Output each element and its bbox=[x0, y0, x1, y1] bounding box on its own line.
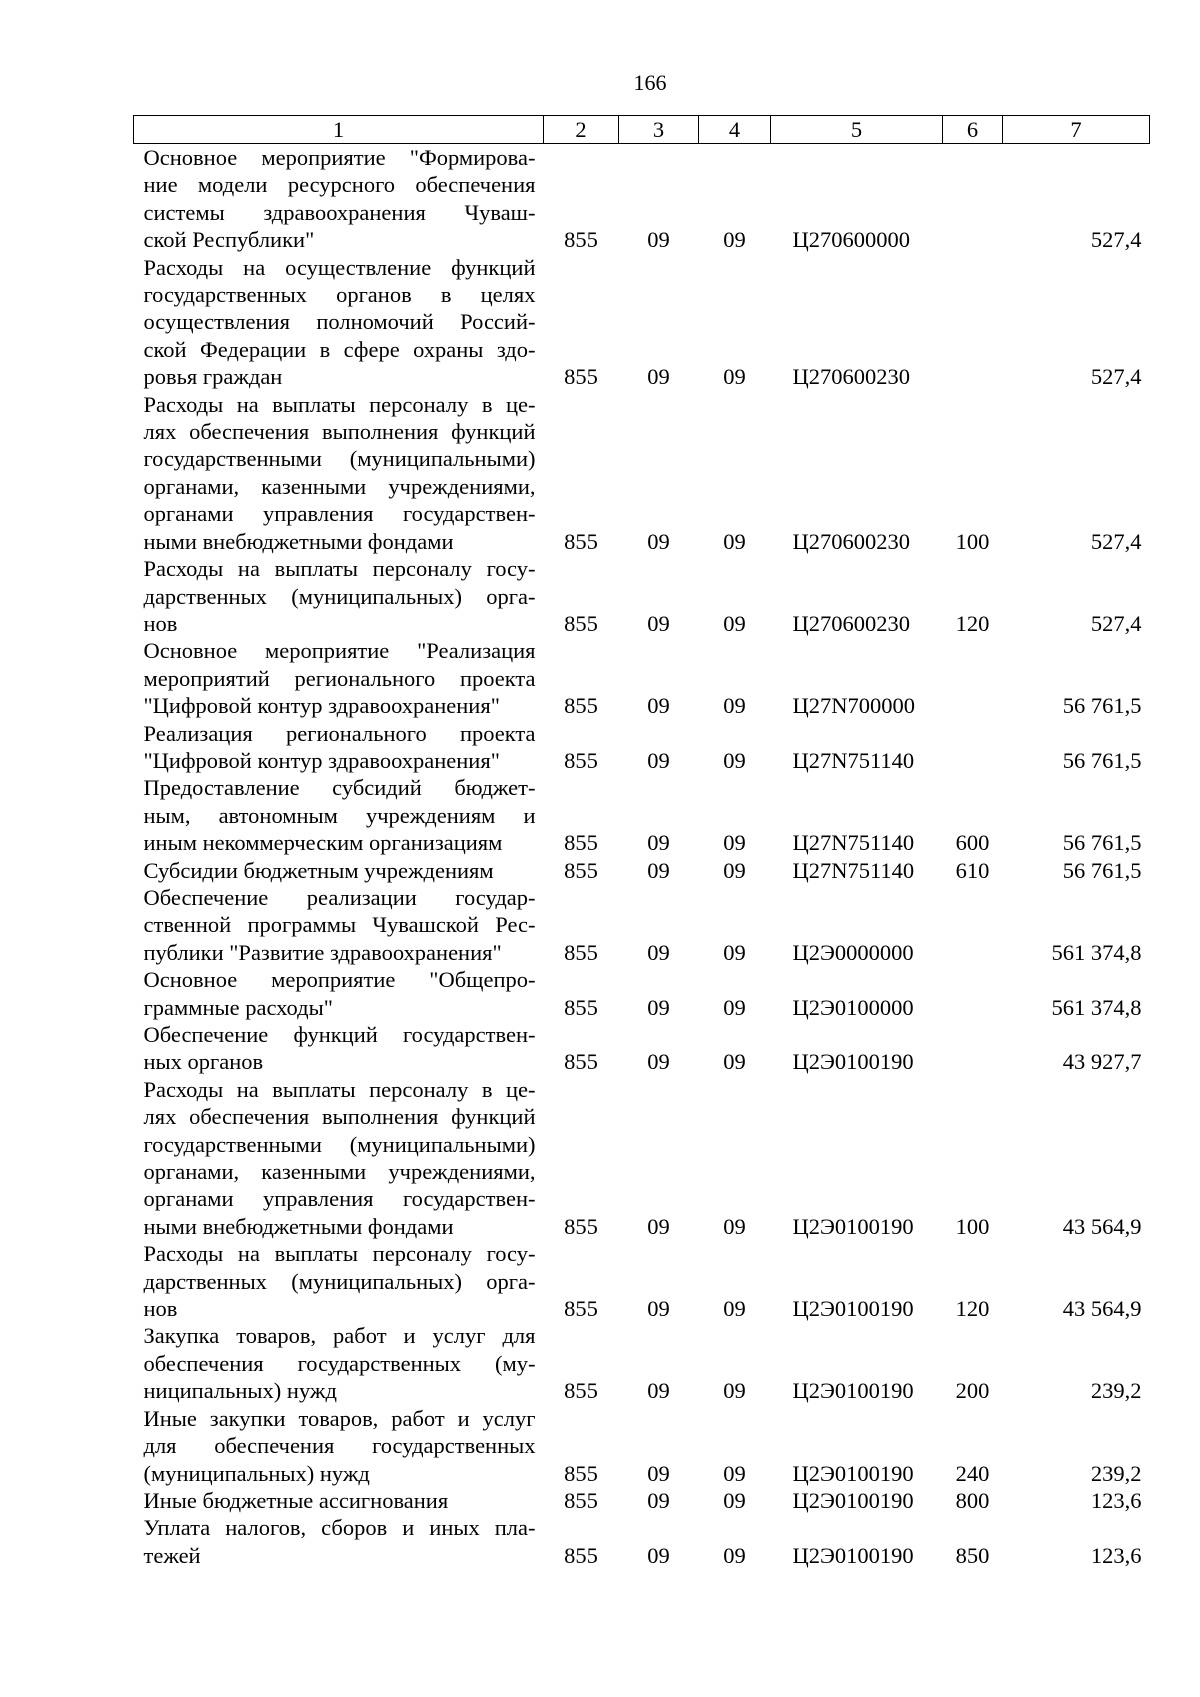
cell-ved: 855 bbox=[564, 1213, 598, 1239]
header-cell-6: 6 bbox=[943, 116, 1003, 144]
table-row bbox=[134, 1514, 1150, 1569]
cell-name-line: Обеспечение реализации государ- bbox=[143, 884, 536, 910]
cell-target-article: Ц270600230 bbox=[792, 610, 910, 636]
cell-amount: 527,4 bbox=[1090, 364, 1142, 390]
cell-target-article: Ц27N751140 bbox=[792, 857, 915, 883]
table-row bbox=[134, 966, 1150, 1021]
cell-name bbox=[134, 391, 544, 555]
cell-name-line: (муниципальных) нужд bbox=[143, 1460, 370, 1486]
cell-ved: 855 bbox=[564, 528, 598, 554]
cell-amount: 239,2 bbox=[1090, 1460, 1142, 1486]
cell-name bbox=[134, 144, 544, 254]
cell-subsection: 09 bbox=[723, 830, 746, 856]
cell-target-article: Ц2Э0100190 bbox=[792, 1487, 914, 1513]
cell-name bbox=[134, 254, 544, 391]
header-cell-7: 7 bbox=[1003, 116, 1150, 144]
table-row bbox=[134, 774, 1150, 856]
cell-name-line: Расходы на осуществление функций bbox=[143, 254, 536, 280]
cell-amount: 56 761,5 bbox=[1062, 693, 1142, 719]
cell-amount: 43 564,9 bbox=[1062, 1213, 1142, 1239]
cell-section: 09 bbox=[647, 1487, 670, 1513]
table-row bbox=[134, 884, 1150, 966]
header-cell-5: 5 bbox=[771, 116, 943, 144]
cell-name-line: органами, казенными учреждениями, bbox=[143, 473, 536, 499]
cell-name bbox=[134, 1322, 544, 1404]
cell-name-line: "Цифровой контур здравоохранения" bbox=[143, 747, 500, 773]
cell-section: 09 bbox=[647, 994, 670, 1020]
cell-name-line: мероприятий регионального проекта bbox=[143, 665, 536, 691]
cell-name-line: Обеспечение функций государствен- bbox=[143, 1022, 536, 1047]
cell-section: 09 bbox=[647, 1460, 670, 1486]
cell-ved: 855 bbox=[564, 1296, 598, 1322]
cell-name-line: иным некоммерческим организациям bbox=[143, 830, 503, 856]
cell-target-article: Ц2Э0100190 bbox=[792, 1378, 914, 1404]
cell-subsection: 09 bbox=[723, 227, 746, 253]
cell-name-line: Расходы на выплаты персоналу госу- bbox=[143, 556, 536, 582]
cell-subsection: 09 bbox=[723, 1049, 746, 1075]
cell-amount: 527,4 bbox=[1090, 610, 1142, 636]
cell-name-line: Расходы на выплаты персоналу в це- bbox=[143, 391, 536, 417]
cell-ved: 855 bbox=[564, 1049, 598, 1075]
cell-name-line: Субсидии бюджетным учреждениям bbox=[143, 857, 494, 883]
cell-name-line: ской Федерации в сфере охраны здо- bbox=[143, 336, 536, 362]
cell-name-line: Основное мероприятие "Формирова- bbox=[143, 145, 536, 170]
cell-expense-type bbox=[943, 254, 1003, 391]
page-number: 166 bbox=[633, 70, 667, 95]
cell-amount: 43 564,9 bbox=[1062, 1296, 1142, 1322]
cell-expense-type: 120 bbox=[955, 1296, 990, 1322]
cell-ved: 855 bbox=[564, 1460, 598, 1486]
cell-name bbox=[134, 637, 544, 719]
cell-name-line: органами управления государствен- bbox=[143, 501, 536, 527]
header-cell-4: 4 bbox=[699, 116, 771, 144]
cell-target-article: Ц27N751140 bbox=[792, 747, 915, 773]
cell-target-article: Ц270600230 bbox=[792, 364, 910, 390]
cell-subsection: 09 bbox=[723, 693, 746, 719]
cell-name-line: дарственных (муниципальных) орга- bbox=[143, 1268, 536, 1294]
cell-expense-type: 100 bbox=[955, 528, 990, 554]
cell-amount: 56 761,5 bbox=[1062, 830, 1142, 856]
cell-name-line: обеспечения государственных (му- bbox=[143, 1350, 536, 1376]
cell-name-line: публики "Развитие здравоохранения" bbox=[143, 939, 502, 965]
cell-name-line: лях обеспечения выполнения функций bbox=[143, 1104, 536, 1130]
cell-name-line: ровья граждан bbox=[143, 364, 283, 390]
table-row bbox=[134, 1487, 1150, 1514]
table-row bbox=[134, 144, 1150, 254]
cell-subsection: 09 bbox=[723, 1487, 746, 1513]
cell-name bbox=[134, 1487, 544, 1514]
cell-target-article: Ц2Э0100190 bbox=[792, 1296, 914, 1322]
cell-name-line: органами, казенными учреждениями, bbox=[143, 1159, 536, 1185]
cell-expense-type bbox=[943, 1021, 1003, 1076]
cell-name bbox=[134, 1076, 544, 1240]
cell-name-line: лях обеспечения выполнения функций bbox=[143, 419, 536, 445]
cell-name-line: для обеспечения государственных bbox=[143, 1433, 536, 1459]
cell-section: 09 bbox=[647, 364, 670, 390]
cell-name-line: органами управления государствен- bbox=[143, 1186, 536, 1212]
cell-target-article: Ц2Э0000000 bbox=[792, 939, 914, 965]
cell-expense-type: 850 bbox=[955, 1542, 990, 1568]
cell-section: 09 bbox=[647, 227, 670, 253]
cell-expense-type: 240 bbox=[955, 1460, 990, 1486]
cell-name-line: государственных органов в целях bbox=[143, 282, 536, 308]
cell-target-article: Ц2Э0100190 bbox=[792, 1460, 914, 1486]
cell-name-line: Предоставление субсидий бюджет- bbox=[143, 775, 536, 801]
cell-name-line: ных органов bbox=[143, 1049, 264, 1075]
cell-name-line: Иные закупки товаров, работ и услуг bbox=[143, 1405, 536, 1431]
cell-name-line: Основное мероприятие "Общепро- bbox=[143, 967, 536, 993]
cell-name-line: "Цифровой контур здравоохранения" bbox=[143, 693, 500, 719]
cell-section: 09 bbox=[647, 1213, 670, 1239]
cell-ved: 855 bbox=[564, 227, 598, 253]
cell-section: 09 bbox=[647, 1049, 670, 1075]
cell-expense-type bbox=[943, 884, 1003, 966]
cell-name bbox=[134, 774, 544, 856]
cell-amount: 527,4 bbox=[1090, 227, 1142, 253]
header-row bbox=[134, 116, 1150, 144]
cell-expense-type: 200 bbox=[955, 1378, 990, 1404]
cell-name-line: Расходы на выплаты персоналу госу- bbox=[143, 1241, 536, 1267]
header-cell-3: 3 bbox=[619, 116, 699, 144]
cell-subsection: 09 bbox=[723, 610, 746, 636]
table-row bbox=[134, 254, 1150, 391]
cell-ved: 855 bbox=[564, 939, 598, 965]
cell-name-line: дарственных (муниципальных) орга- bbox=[143, 583, 536, 609]
table-row bbox=[134, 637, 1150, 719]
cell-name bbox=[134, 1021, 544, 1076]
cell-subsection: 09 bbox=[723, 1378, 746, 1404]
cell-target-article: Ц270600230 bbox=[792, 528, 910, 554]
cell-amount: 43 927,7 bbox=[1062, 1049, 1142, 1075]
cell-name bbox=[134, 1405, 544, 1487]
table-row bbox=[134, 1240, 1150, 1322]
cell-ved: 855 bbox=[564, 994, 598, 1020]
table-row bbox=[134, 1021, 1150, 1076]
cell-target-article: Ц2Э0100190 bbox=[792, 1213, 914, 1239]
cell-name-line: Основное мероприятие "Реализация bbox=[143, 638, 536, 664]
cell-name-line: тежей bbox=[143, 1542, 201, 1568]
cell-subsection: 09 bbox=[723, 1296, 746, 1322]
cell-subsection: 09 bbox=[723, 994, 746, 1020]
cell-target-article: Ц27N700000 bbox=[792, 693, 915, 719]
cell-subsection: 09 bbox=[723, 1460, 746, 1486]
table-row bbox=[134, 857, 1150, 884]
cell-section: 09 bbox=[647, 830, 670, 856]
cell-ved: 855 bbox=[564, 693, 598, 719]
budget-table bbox=[133, 115, 1150, 1569]
cell-name-line: государственными (муниципальными) bbox=[143, 446, 536, 472]
cell-name bbox=[134, 1240, 544, 1322]
cell-section: 09 bbox=[647, 939, 670, 965]
table-row bbox=[134, 720, 1150, 775]
cell-amount: 56 761,5 bbox=[1062, 747, 1142, 773]
cell-amount: 56 761,5 bbox=[1062, 857, 1142, 883]
header-cell-2: 2 bbox=[544, 116, 619, 144]
table-row bbox=[134, 1076, 1150, 1240]
cell-subsection: 09 bbox=[723, 364, 746, 390]
cell-name-line: Иные бюджетные ассигнования bbox=[143, 1487, 449, 1513]
cell-name-line: Расходы на выплаты персоналу в це- bbox=[143, 1076, 536, 1102]
cell-amount: 561 374,8 bbox=[1051, 994, 1142, 1020]
cell-expense-type bbox=[943, 637, 1003, 719]
cell-subsection: 09 bbox=[723, 1213, 746, 1239]
cell-ved: 855 bbox=[564, 1487, 598, 1513]
cell-name bbox=[134, 1514, 544, 1569]
table-row bbox=[134, 1405, 1150, 1487]
cell-name-line: нов bbox=[143, 610, 178, 636]
cell-expense-type: 600 bbox=[955, 830, 990, 856]
cell-name-line: государственными (муниципальными) bbox=[143, 1131, 536, 1157]
cell-amount: 123,6 bbox=[1090, 1487, 1142, 1513]
cell-name-line: ской Республики" bbox=[143, 227, 315, 253]
cell-target-article: Ц2Э0100190 bbox=[792, 1542, 914, 1568]
cell-name bbox=[134, 966, 544, 1021]
table-header bbox=[134, 116, 1150, 144]
cell-ved: 855 bbox=[564, 747, 598, 773]
cell-target-article: Ц27N751140 bbox=[792, 830, 915, 856]
cell-section: 09 bbox=[647, 693, 670, 719]
table-row bbox=[134, 555, 1150, 637]
cell-section: 09 bbox=[647, 1542, 670, 1568]
cell-section: 09 bbox=[647, 1378, 670, 1404]
cell-amount: 561 374,8 bbox=[1051, 939, 1142, 965]
cell-name-line: Уплата налогов, сборов и иных пла- bbox=[143, 1515, 536, 1541]
cell-name-line: ниципальных) нужд bbox=[143, 1378, 337, 1404]
cell-expense-type: 610 bbox=[955, 857, 990, 883]
cell-name-line: системы здравоохранения Чуваш- bbox=[143, 199, 536, 225]
cell-target-article: Ц270600000 bbox=[792, 227, 910, 253]
cell-expense-type: 800 bbox=[955, 1487, 990, 1513]
cell-name-line: ным, автономным учреждениям и bbox=[143, 802, 536, 828]
cell-section: 09 bbox=[647, 747, 670, 773]
cell-section: 09 bbox=[647, 528, 670, 554]
cell-name-line: ние модели ресурсного обеспечения bbox=[143, 172, 536, 198]
cell-subsection: 09 bbox=[723, 939, 746, 965]
cell-amount: 239,2 bbox=[1090, 1378, 1142, 1404]
cell-name bbox=[134, 857, 544, 884]
cell-subsection: 09 bbox=[723, 528, 746, 554]
cell-section: 09 bbox=[647, 610, 670, 636]
cell-ved: 855 bbox=[564, 610, 598, 636]
cell-ved: 855 bbox=[564, 1542, 598, 1568]
cell-expense-type: 120 bbox=[955, 610, 990, 636]
cell-ved: 855 bbox=[564, 1378, 598, 1404]
cell-expense-type bbox=[943, 720, 1003, 775]
table-row bbox=[134, 391, 1150, 555]
cell-name-line: Закупка товаров, работ и услуг для bbox=[143, 1323, 536, 1349]
cell-name bbox=[134, 884, 544, 966]
cell-subsection: 09 bbox=[723, 747, 746, 773]
cell-expense-type bbox=[943, 966, 1003, 1021]
cell-name-line: ными внебюджетными фондами bbox=[143, 528, 454, 554]
cell-target-article: Ц2Э0100000 bbox=[792, 994, 914, 1020]
cell-amount: 527,4 bbox=[1090, 528, 1142, 554]
cell-expense-type bbox=[943, 144, 1003, 254]
cell-ved: 855 bbox=[564, 857, 598, 883]
cell-name-line: граммные расходы" bbox=[143, 994, 333, 1020]
cell-name-line: нов bbox=[143, 1296, 178, 1322]
cell-name bbox=[134, 720, 544, 775]
cell-section: 09 bbox=[647, 1296, 670, 1322]
cell-name-line: Реализация регионального проекта bbox=[143, 720, 536, 746]
cell-name bbox=[134, 555, 544, 637]
cell-ved: 855 bbox=[564, 830, 598, 856]
table-row bbox=[134, 1322, 1150, 1404]
cell-subsection: 09 bbox=[723, 1542, 746, 1568]
cell-target-article: Ц2Э0100190 bbox=[792, 1049, 914, 1075]
cell-name-line: осуществления полномочий Россий- bbox=[143, 309, 536, 335]
cell-expense-type: 100 bbox=[955, 1213, 990, 1239]
cell-subsection: 09 bbox=[723, 857, 746, 883]
header-cell-1: 1 bbox=[134, 116, 544, 144]
cell-ved: 855 bbox=[564, 364, 598, 390]
table-body bbox=[134, 144, 1150, 1570]
cell-name-line: ными внебюджетными фондами bbox=[143, 1213, 454, 1239]
cell-amount: 123,6 bbox=[1090, 1542, 1142, 1568]
cell-name-line: ственной программы Чувашской Рес- bbox=[143, 912, 536, 938]
cell-section: 09 bbox=[647, 857, 670, 883]
